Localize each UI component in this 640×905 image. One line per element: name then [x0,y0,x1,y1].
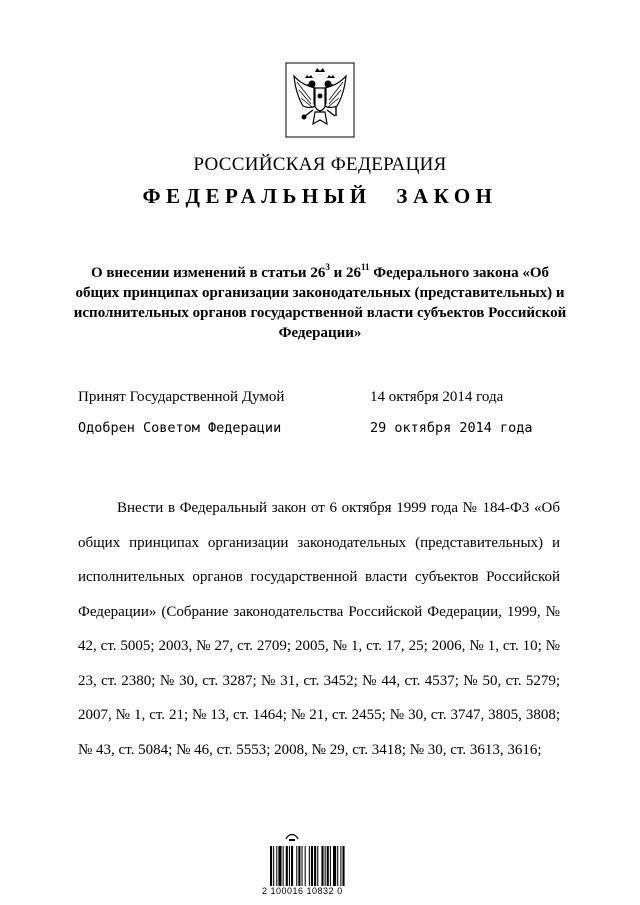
title-part-2: и 26 [329,265,361,281]
duma-adoption-label: Принят Государственной Думой [78,389,285,405]
law-title [70,263,570,343]
title-superscript-1: 3 [325,262,330,272]
council-approval-label: Одобрен Советом Федерации [78,420,282,436]
council-approval-date: 29 октября 2014 года [370,420,533,436]
title-part-1: О внесении изменений в статьи 26 [90,265,326,281]
document-barcode [262,828,372,900]
coat-of-arms-icon [285,62,355,138]
title-part-3: Федерального закона «Об общих принципах организации законодательных (представительных) и исполнительных органов государственной власти субъектов Российской Федерации» [73,265,567,341]
country-name: РОССИЙСКАЯ ФЕДЕРАЦИЯ [193,154,447,175]
barcode-icon [270,846,370,886]
law-body-paragraph: Внести в Федеральный закон от 6 октября 1999 года № 184-ФЗ «Об общих принципах организации законодательных (представительных) и исполнительных органов государственной власти субъектов Российской Федерации» (Собрание законодательства Российской Федерации, 1999, № 42, ст. 5005; 2003, № 27, ст. 2709; 2005, № 1, ст. 17, 25; 2006, № 1, ст. 10; № 23, ст. 2380; № 30, ст. 3287; № 31, ст. 3452; № 44, ст. 4537; № 50, ст. 5279; 2007, № 1, ст. 21; № 13, ст. 1464; № 21, ст. 2455; № 30, ст. 3747, 3805, 3808; № 43, ст. 5084; № 46, ст. 5553; 2008, № 29, ст. 3418; № 30, ст. 3613, 3616; [78,500,560,758]
title-superscript-2: 11 [360,262,370,272]
barcode-mark-icon [284,830,300,842]
document-type: ФЕДЕРАЛЬНЫЙ ЗАКОН [142,184,498,208]
duma-adoption-date: 14 октября 2014 года [370,389,504,405]
barcode-number: 2 100016 10832 0 [262,886,343,896]
